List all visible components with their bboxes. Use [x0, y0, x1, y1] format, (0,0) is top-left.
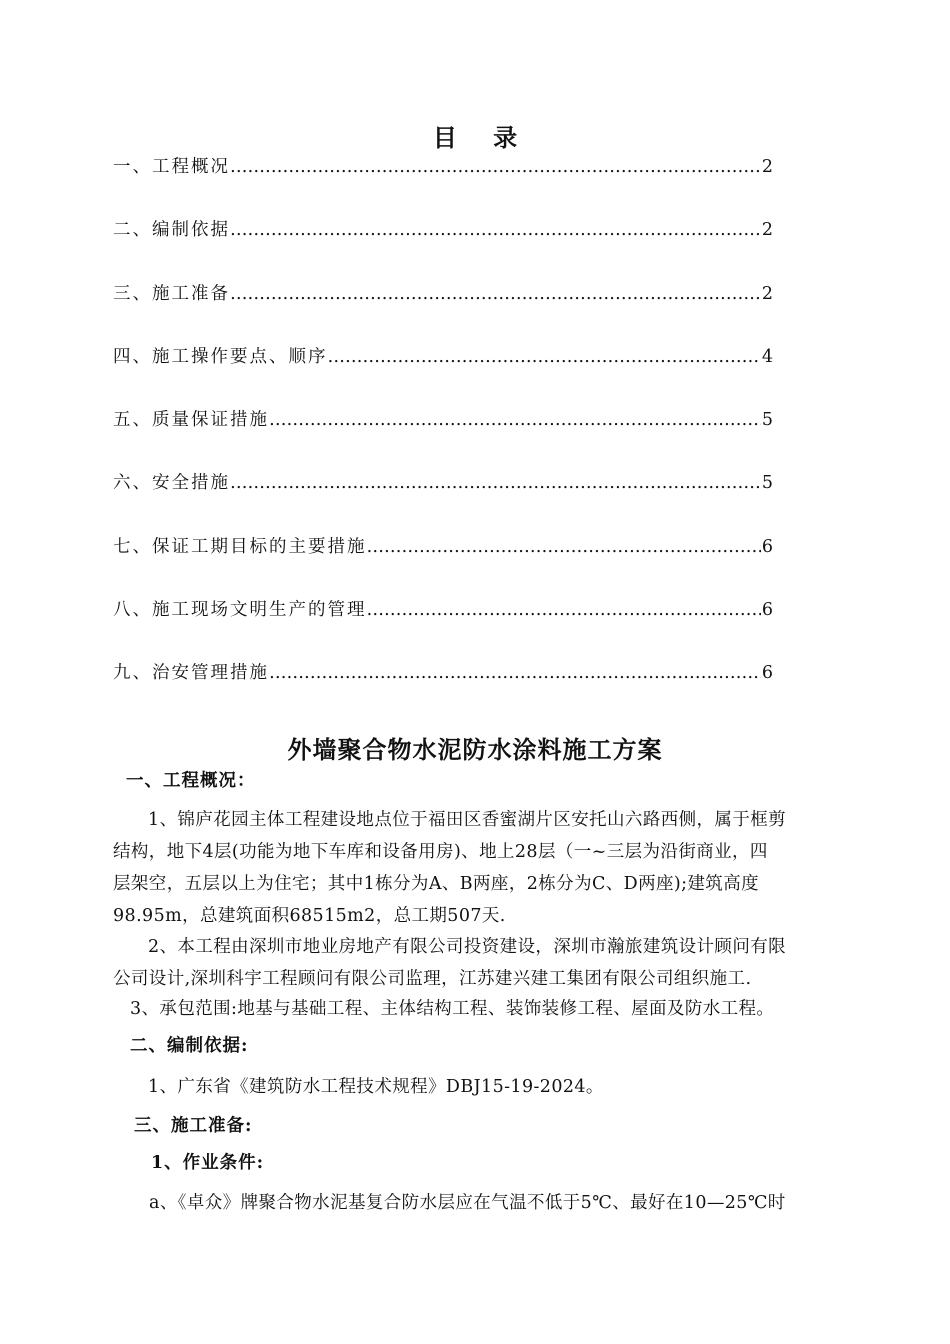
toc-item[interactable]	[113, 343, 773, 369]
toc-item-page: 6	[761, 600, 773, 620]
toc-item[interactable]	[113, 659, 773, 685]
toc-leader-dots	[230, 284, 761, 304]
toc-item[interactable]	[113, 280, 773, 306]
toc-item[interactable]	[113, 153, 773, 179]
toc-item-label: 一、工程概况	[113, 157, 230, 177]
paragraph-line: 公司设计,深圳科宇工程顾问有限公司监理，江苏建兴建工集团有限公司组织施工.	[113, 969, 752, 989]
toc-item-label: 九、治安管理措施	[113, 663, 269, 683]
paragraph-line: 1、锦庐花园主体工程建设地点位于福田区香蜜湖片区安托山六路西侧，属于框剪	[148, 810, 787, 830]
toc-item-label: 六、安全措施	[113, 473, 230, 493]
toc-item-label: 四、施工操作要点、顺序	[113, 347, 328, 367]
toc-item-page: 2	[761, 157, 773, 177]
toc-item-page: 5	[761, 410, 773, 430]
toc-leader-dots	[269, 663, 761, 683]
toc-item[interactable]	[113, 596, 773, 622]
toc-leader-dots	[367, 600, 761, 620]
toc-leader-dots	[230, 157, 761, 177]
toc-item[interactable]	[113, 216, 773, 242]
paragraph-line: 3、承包范围:地基与基础工程、主体结构工程、装饰装修工程、屋面及防水工程。	[130, 999, 775, 1019]
toc-item-page: 2	[761, 220, 773, 240]
section-heading: 三、施工准备:	[134, 1116, 253, 1136]
toc-item-label: 二、编制依据	[113, 220, 230, 240]
paragraph-line: 结构，地下4层(功能为地下车库和设备用房)、地上28层（一~三层为沿街商业，四	[113, 842, 768, 862]
toc-title: 目 录	[432, 123, 532, 152]
toc-item-page: 5	[761, 473, 773, 493]
paragraph-line: 2、本工程由深圳市地业房地产有限公司投资建设，深圳市瀚旅建筑设计顾问有限	[148, 937, 787, 957]
section-heading: 一、工程概况：	[126, 771, 256, 791]
toc-item-label: 八、施工现场文明生产的管理	[113, 600, 367, 620]
toc-leader-dots	[328, 347, 761, 367]
toc-item-page: 2	[761, 284, 773, 304]
toc-item-page: 4	[761, 347, 773, 367]
toc-item-label: 五、质量保证措施	[113, 410, 269, 430]
toc-item[interactable]	[113, 469, 773, 495]
section-heading: 二、编制依据:	[130, 1036, 249, 1056]
subsection-heading: 1、作业条件:	[151, 1153, 265, 1173]
toc-leader-dots	[269, 410, 761, 430]
document-title: 外墙聚合物水泥防水涂料施工方案	[287, 735, 663, 764]
paragraph-line: 1、广东省《建筑防水工程技术规程》DBJ15-19-2024。	[148, 1077, 604, 1097]
paragraph-line: a、《卓众》牌聚合物水泥基复合防水层应在气温不低于5℃、最好在10—25℃时	[149, 1193, 786, 1213]
toc-item-label: 七、保证工期目标的主要措施	[113, 537, 367, 557]
toc-leader-dots	[230, 220, 761, 240]
toc-leader-dots	[367, 537, 761, 557]
paragraph-line: 98.95m，总建筑面积68515m2，总工期507天.	[113, 906, 506, 926]
toc-item[interactable]	[113, 533, 773, 559]
toc-item[interactable]	[113, 406, 773, 432]
toc-item-page: 6	[761, 663, 773, 683]
toc-item-page: 6	[761, 537, 773, 557]
paragraph-line: 层架空，五层以上为住宅；其中1栋分为A、B两座，2栋分为C、D两座);建筑高度	[113, 874, 760, 894]
toc-leader-dots	[230, 473, 761, 493]
toc-item-label: 三、施工准备	[113, 284, 230, 304]
